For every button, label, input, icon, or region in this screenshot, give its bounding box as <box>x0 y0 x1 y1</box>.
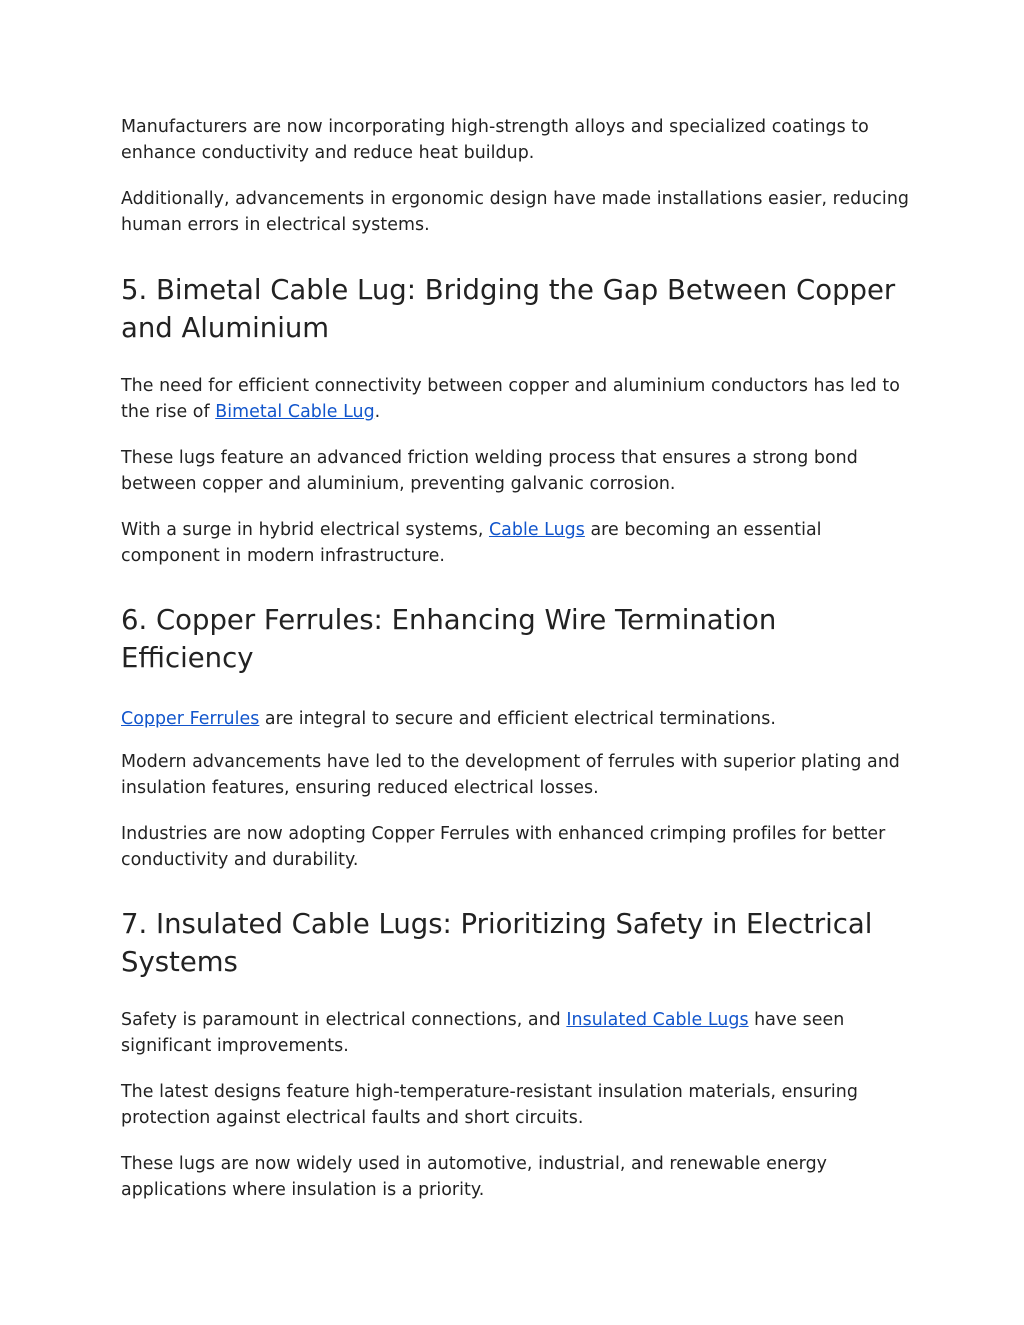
cable-lugs-link[interactable]: Cable Lugs <box>488 520 585 540</box>
section-5-paragraph-1 <box>121 373 911 425</box>
section-5-heading: 5. Bimetal Cable Lug: Bridging the Gap Between Copper and Aluminium <box>121 274 896 344</box>
section-5-paragraph-2: These lugs feature an advanced friction welding process that ensures a strong bond between copper and aluminium, preventing galvanic corrosion. <box>121 448 858 494</box>
insulated-cable-lugs-link[interactable]: Insulated Cable Lugs <box>566 1010 749 1030</box>
section-7-heading: 7. Insulated Cable Lugs: Prioritizing Safety in Electrical Systems <box>121 908 873 978</box>
bimetal-cable-lug-link[interactable]: Bimetal Cable Lug <box>215 402 375 422</box>
section-5-paragraph-1-text: The need for efficient connectivity between copper and aluminium conductors has led to the rise of <box>121 376 900 422</box>
copper-ferrules-link[interactable]: Copper Ferrules <box>121 709 260 729</box>
section-5-paragraph-3-text: With a surge in hybrid electrical systems, <box>121 520 489 540</box>
section-6-paragraph-2: Modern advancements have led to the development of ferrules with superior plating and insulation features, ensuring reduced electrical losses. <box>121 752 900 798</box>
section-5-paragraph-3-end: are becoming an essential component in modern infrastructure. <box>121 520 822 566</box>
section-5-paragraph-3 <box>121 517 911 569</box>
document-page <box>121 114 911 1203</box>
section-6-paragraph-1 <box>121 706 911 732</box>
section-7-paragraph-1-text: Safety is paramount in electrical connections, and <box>121 1010 567 1030</box>
section-6-paragraph-3: Industries are now adopting Copper Ferrules with enhanced crimping profiles for better conductivity and durability. <box>121 824 886 870</box>
intro-paragraph-1: Manufacturers are now incorporating high-strength alloys and specialized coatings to enhance conductivity and reduce heat buildup. <box>121 117 869 163</box>
section-7-paragraph-1 <box>121 1007 911 1059</box>
section-6-paragraph-1-text: are integral to secure and efficient electrical terminations. <box>259 709 776 729</box>
section-7-paragraph-2: The latest designs feature high-temperature-resistant insulation materials, ensuring protection against electrical faults and short circuits. <box>121 1082 858 1128</box>
section-7-paragraph-1-end: have seen significant improvements. <box>121 1010 845 1056</box>
section-6-heading: 6. Copper Ferrules: Enhancing Wire Termination Efficiency <box>121 604 777 674</box>
section-7-paragraph-3: These lugs are now widely used in automotive, industrial, and renewable energy applications where insulation is a priority. <box>121 1154 827 1200</box>
section-5-paragraph-1-end: . <box>374 402 381 422</box>
intro-paragraph-2: Additionally, advancements in ergonomic design have made installations easier, reducing human errors in electrical systems. <box>121 189 909 235</box>
